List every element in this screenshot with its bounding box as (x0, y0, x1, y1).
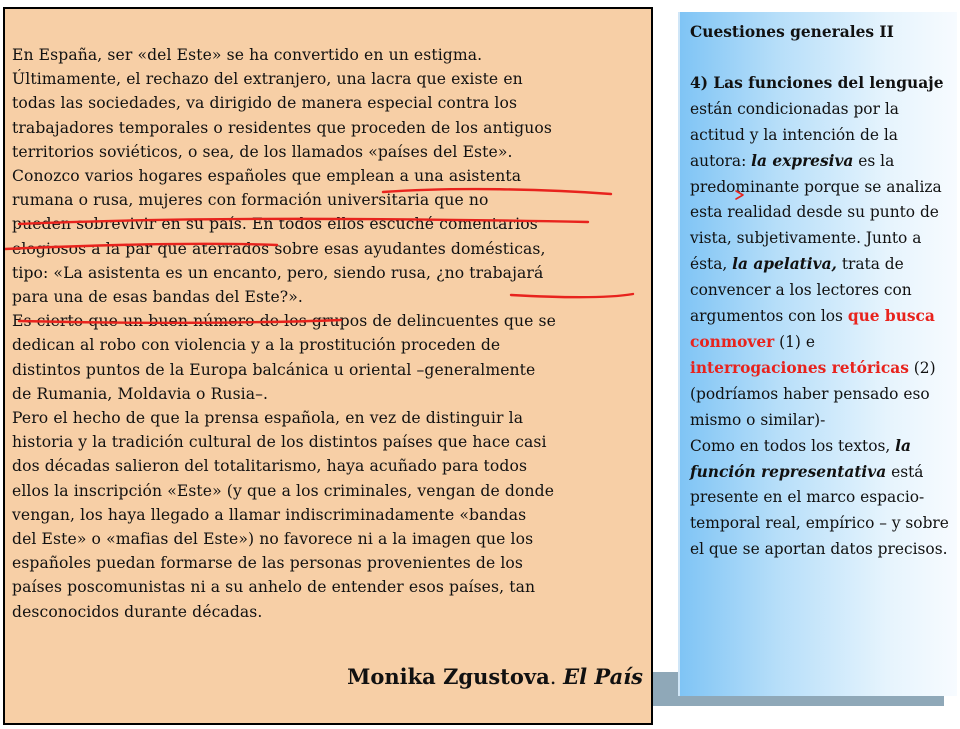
article-line: distintos puntos de la Europa balcánica u oriental –generalmente (12, 360, 536, 379)
highlight-rhetorical: interrogaciones retóricas (690, 358, 909, 377)
article-line: desconocidos durante décadas. (12, 602, 263, 621)
article-line: ellos la inscripción «Este» (y que a los criminales, vengan de donde (12, 481, 555, 500)
article-line: vengan, los haya llegado a llamar indiscriminadamente «bandas (12, 505, 527, 524)
article-line: del Este» o «mafias del Este») no favorece ni a la imagen que los (12, 530, 534, 549)
commentary-paragraph (690, 434, 955, 564)
article-line: En España, ser «del Este» se ha convertido en un estigma. (12, 46, 483, 64)
article-line: Es cierto que un buen número de los grupos de delincuentes que se (12, 312, 556, 331)
commentary-panel (678, 12, 957, 696)
article-line: dedican al robo con violencia y a la prostitución proceden de (12, 336, 501, 355)
newspaper-name: El País (563, 664, 643, 689)
commentary-paragraph (690, 71, 955, 434)
author-separator: . (549, 665, 564, 689)
author-credit (347, 664, 643, 689)
article-line: Pero el hecho de que la prensa española, en vez de distinguir la (12, 409, 524, 428)
text-run: Como en todos los textos, (690, 436, 896, 455)
article-line: españoles puedan formarse de las personas provenientes de los (12, 554, 524, 573)
article-line: territorios soviéticos, o sea, de los llamados «países del Este». (12, 142, 513, 161)
article-line: trabajadores temporales o residentes que proceden de los antiguos (12, 118, 552, 137)
article-panel (3, 7, 653, 725)
text-run: trata de convencer a los lectores con argumentos con los (690, 255, 912, 326)
text-run: es la predominante porque se analiza esta realidad desde su punto de vista, subjetivamente. Junto a ésta, (690, 151, 942, 274)
commentary-heading: Cuestiones generales II (690, 23, 894, 41)
text-run: (1) e (774, 332, 815, 351)
term-appellative: la apelativa, (732, 255, 837, 274)
commentary-text (690, 20, 955, 563)
article-text (12, 43, 652, 624)
article-line: de Rumania, Moldavia o Rusia–. (12, 384, 269, 403)
article-line: para una de esas bandas del Este?». (12, 288, 303, 307)
article-line: tipo: «La asistenta es un encanto, pero, siendo rusa, ¿no trabajará (12, 263, 544, 282)
article-line: países poscomunistas ni a su anhelo de entender esos países, tan (12, 578, 536, 597)
article-line: Últimamente, el rechazo del extranjero, una lacra que existe en (12, 70, 523, 89)
chevron-right-icon (733, 188, 747, 202)
article-line: todas las sociedades, va dirigido de manera especial contra los (12, 94, 518, 113)
text-run: (2)(podríamos haber pensado eso mismo o similar)- (690, 358, 936, 429)
article-line: Conozco varios hogares españoles que emplean a una asistenta (12, 167, 522, 186)
highlight-conmover: que busca conmover (690, 307, 935, 351)
article-line: rumana o rusa, mujeres con formación universitaria que no (12, 191, 489, 210)
text-run: está presente en el marco espacio-temporal real, empírico – y sobre el que se aportan datos precisos. (690, 462, 949, 559)
article-line: historia y la tradición cultural de los distintos países que hace casi (12, 433, 547, 452)
article-line: pueden sobrevivir en su país. En todos ellos escuché comentarios (12, 215, 538, 234)
text-run: están condicionadas por la actitud y la intención de la autora: (690, 99, 899, 170)
author-name: Monika Zgustova (347, 664, 550, 689)
term-functions: 4) Las funciones del lenguaje (690, 73, 944, 92)
article-line: dos décadas salieron del totalitarismo, haya acuñado para todos (12, 457, 528, 476)
term-representative: la función representativa (690, 436, 911, 481)
article-line: elogiosos a la par que aterrados sobre esas ayudantes domésticas, (12, 239, 546, 258)
term-expressive: la expresiva (751, 151, 854, 170)
